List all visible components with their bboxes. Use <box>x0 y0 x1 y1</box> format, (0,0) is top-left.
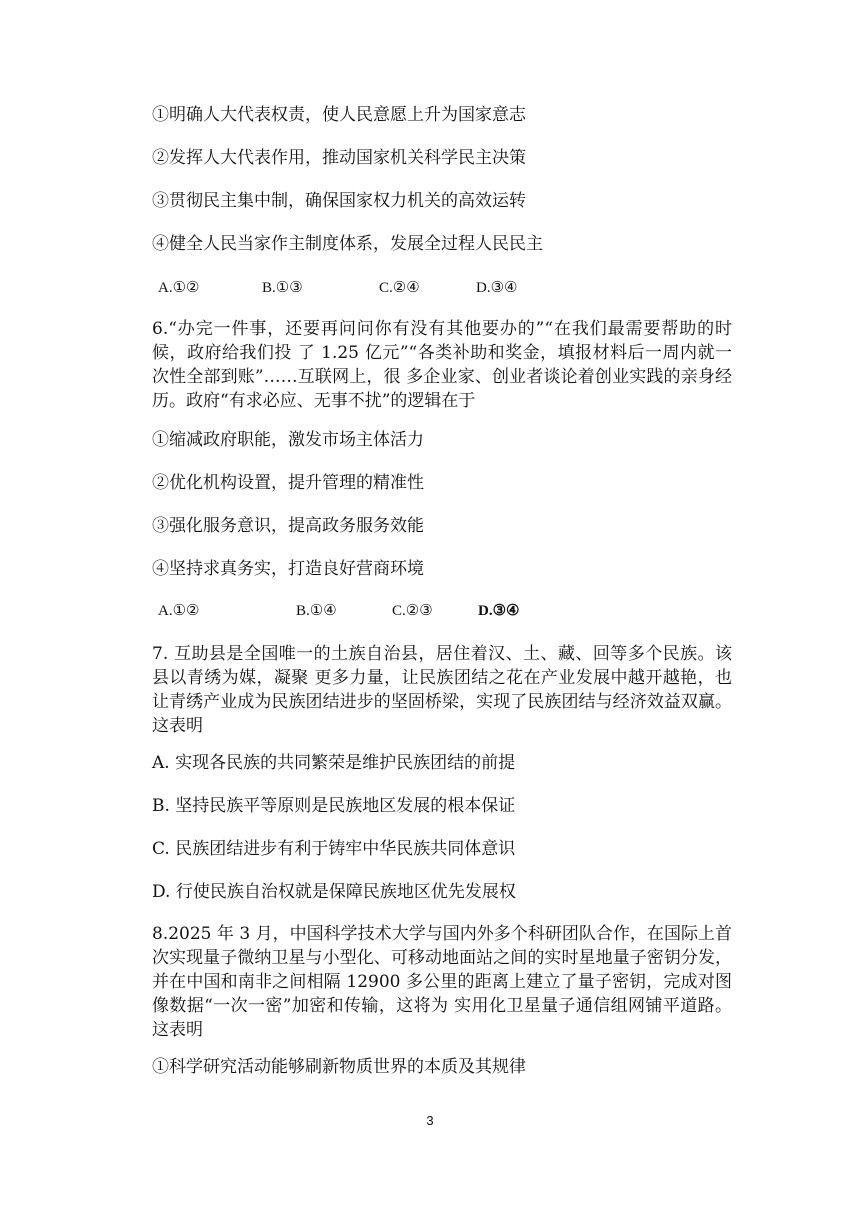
q7-stem: 7. 互助县是全国唯一的土族自治县，居住着汉、土、藏、回等多个民族。该县以青绣为媒，凝聚 更多力量，让民族团结之花在产业发展中越开越艳，也让青绣产业成为民族团结进步的坚固桥梁，实现了民族团结与经济效益双赢。这表明 <box>152 644 732 736</box>
q7-option-d: D. 行使民族自治权就是保障民族地区优先发展权 <box>152 882 516 902</box>
q5-option-a: A.①② <box>158 280 200 296</box>
q7-option-b: B. 坚持民族平等原则是民族地区发展的根本保证 <box>152 796 516 816</box>
q5-option-b: B.①③ <box>262 280 303 296</box>
page-number: 3 <box>426 1113 434 1128</box>
q6-statement-1: ①缩减政府职能，激发市场主体活力 <box>152 430 424 450</box>
q5-statement-2: ②发挥人大代表作用，推动国家机关科学民主决策 <box>152 148 526 168</box>
q5-statement-3: ③贯彻民主集中制，确保国家权力机关的高效运转 <box>152 191 526 211</box>
q8-statement-1: ①科学研究活动能够刷新物质世界的本质及其规律 <box>152 1057 526 1077</box>
q5-statement-4: ④健全人民当家作主制度体系，发展全过程人民民主 <box>152 234 543 254</box>
q5-option-d: D.③④ <box>476 280 518 296</box>
q7-option-a: A. 实现各民族的共同繁荣是维护民族团结的前提 <box>152 753 516 773</box>
q5-option-c: C.②④ <box>379 280 420 296</box>
q8-stem: 8.2025 年 3 月，中国科学技术大学与国内外多个科研团队合作，在国际上首次实现量子微纳卫星与小型化、可移动地面站之间的实时星地量子密钥分发，并在中国和南非之间相隔 12900 多公里的距离上建立了量子密钥，完成对图像数据“一次一密”加密和传输，这将为 实用化卫星量子通信组网铺平道路。这表明 <box>152 924 732 1040</box>
q6-statement-2: ②优化机构设置，提升管理的精准性 <box>152 473 424 493</box>
q6-statement-3: ③强化服务意识，提高政务服务效能 <box>152 516 424 536</box>
q5-statement-1: ①明确人大代表权责，使人民意愿上升为国家意志 <box>152 105 526 125</box>
q6-option-d: D.③④ <box>478 603 520 619</box>
q6-option-a: A.①② <box>158 603 200 619</box>
q6-stem: 6.“办完一件事，还要再问问你有没有其他要办的”“在我们最需要帮助的时候，政府给我们投 了 1.25 亿元”“各类补助和奖金，填报材料后一周内就一次性全部到账”……互联网上，很 多企业家、创业者谈论着创业实践的亲身经历。政府“有求必应、无事不扰”的逻辑在于 <box>152 319 732 411</box>
q6-option-b: B.①④ <box>296 603 337 619</box>
q7-option-c: C. 民族团结进步有利于铸牢中华民族共同体意识 <box>152 839 516 859</box>
q6-option-c: C.②③ <box>392 603 433 619</box>
q6-statement-4: ④坚持求真务实，打造良好营商环境 <box>152 559 424 579</box>
